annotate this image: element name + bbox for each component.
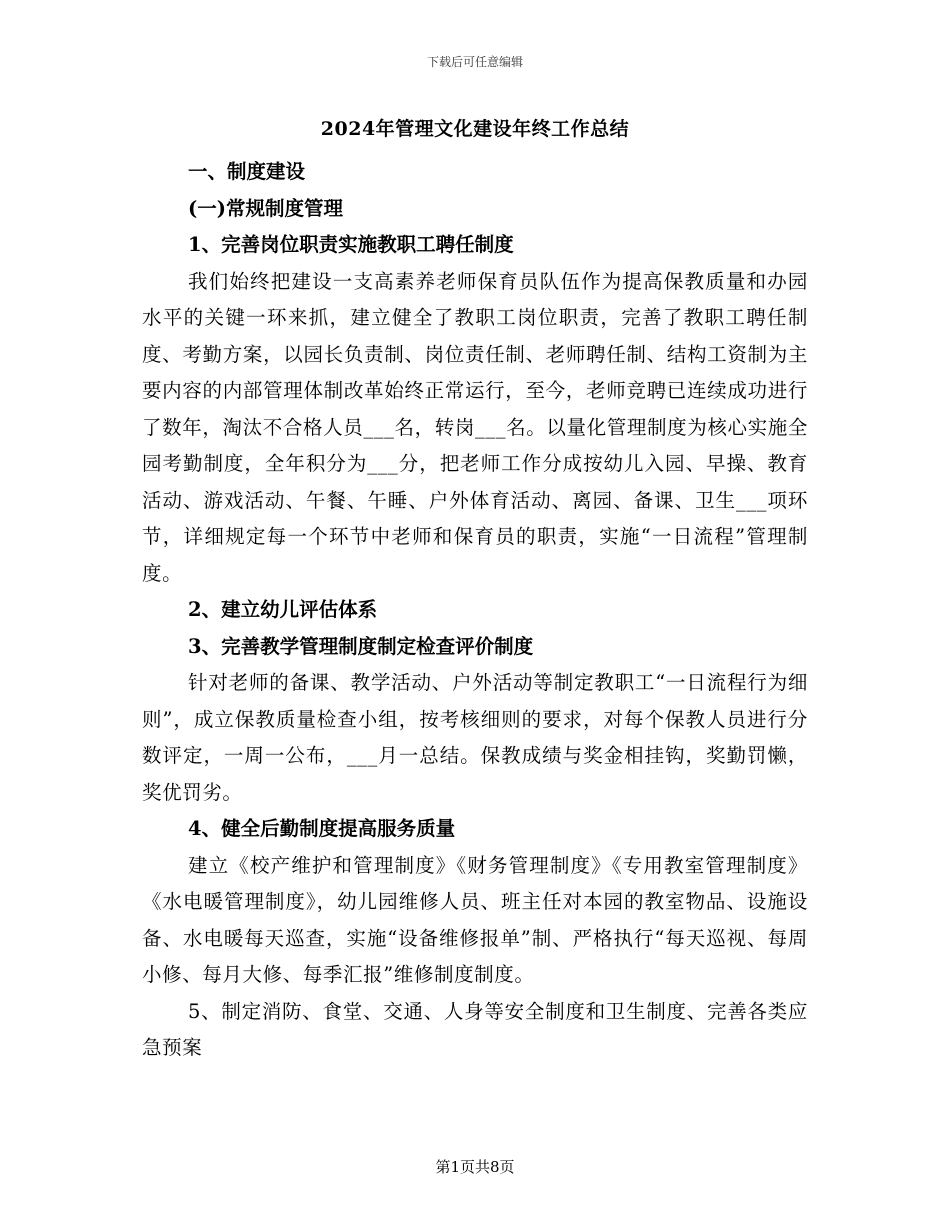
item-3-heading: 3、完善教学管理制度制定检查评价制度 — [188, 634, 534, 658]
item-1-paragraph: 我们始终把建设一支高素养老师保育员队伍作为提高保教质量和办园水平的关键一环来抓，建立健全了教职工岗位职责，完善了教职工聘任制度、考勤方案，以园长负责制、岗位责任制、老师聘任制、结构工资制为主要内容的内部管理体制改革始终正常运行，至今，老师竞聘已连续成功进行了数年，淘汰不合格人员___名，转岗___名。以量化管理制度为核心实施全园考勤制度，全年积分为___分，把老师工作分成按幼儿入园、早操、教育活动、游戏活动、午餐、午睡、户外体育活动、离园、备课、卫生___项环节，详细规定每一个环节中老师和保育员的职责，实施“一日流程”管理制度。 — [142, 269, 808, 585]
item-3-paragraph: 针对老师的备课、教学活动、户外活动等制定教职工“一日流程行为细则”，成立保教质量检查小组，按考核细则的要求，对每个保教人员进行分数评定，一周一公布，___月一总结。保教成绩与奖金相挂钩，奖勤罚懒，奖优罚劣。 — [142, 671, 808, 804]
header-note: 下载后可任意编辑 — [426, 55, 523, 69]
subsection-heading: (一)常规制度管理 — [188, 196, 343, 220]
item-4-heading: 4、健全后勤制度提高服务质量 — [188, 817, 456, 840]
item-4-paragraph: 建立《校产维护和管理制度》《财务管理制度》《专用教室管理制度》《水电暖管理制度》，幼儿园维修人员、班主任对本园的教室物品、设施设备、水电暖每天巡查，实施“设备维修报单”制、严格执行“每天巡视、每周小修、每月大修、每季汇报”维修制度制度。 — [142, 853, 808, 986]
item-5-paragraph: 5、制定消防、食堂、交通、人身等安全制度和卫生制度、完善各类应急预案 — [142, 999, 808, 1059]
page-footer: 第1页共8页 — [435, 1158, 515, 1176]
item-2-heading: 2、建立幼儿评估体系 — [188, 598, 378, 621]
item-1-heading: 1、完善岗位职责实施教职工聘任制度 — [188, 233, 514, 256]
document-title: 2024年管理文化建设年终工作总结 — [320, 118, 630, 140]
section-heading-1: 一、制度建设 — [188, 160, 306, 183]
document-body — [142, 112, 808, 1067]
